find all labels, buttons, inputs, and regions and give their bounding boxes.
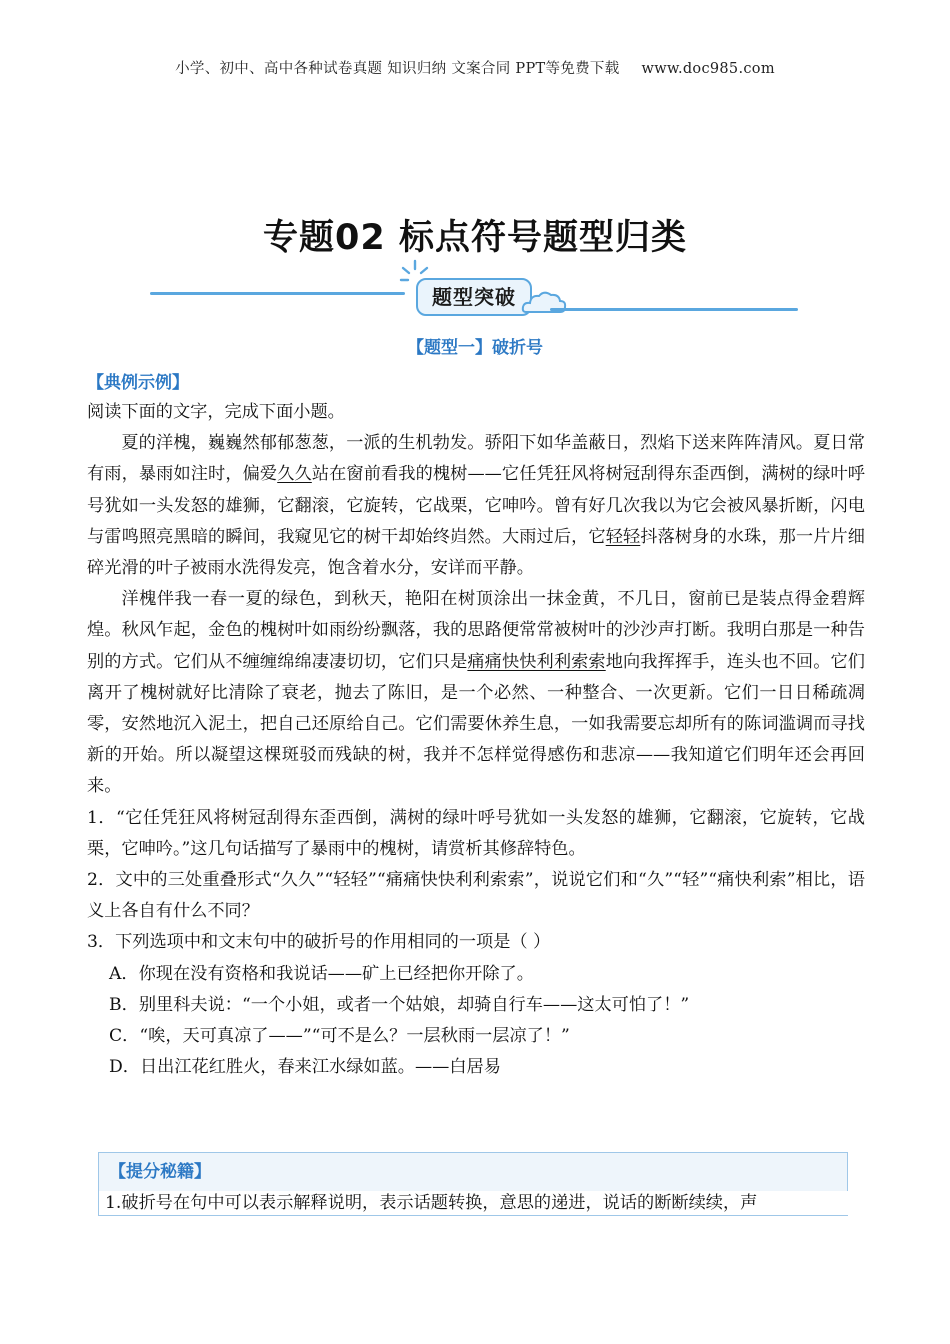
option-b: B．别里科夫说：“一个小姐，或者一个姑娘，却骑自行车——这太可怕了！” — [109, 994, 690, 1015]
passage-paragraph-2 — [87, 584, 865, 802]
example-label: 【典例示例】 — [87, 373, 189, 393]
underlined-word: 痛痛快快利利索索 — [467, 651, 606, 672]
header-text: 小学、初中、高中各种试卷真题 知识归纳 文案合同 PPT等免费下载 — [175, 61, 620, 77]
passage-text: 站在窗前看我的槐树——它任凭狂风将树冠刮得东歪西倒，满树的绿叶呼号犹如一头发怒的雄狮，它翻滚，它旋转，它战栗，它呻吟。曾有好几次我以为它会被风暴折断，闪电与雷鸣照亮黑暗的瞬间，我窥见它的树干却始终岿然。大雨过后，它 — [87, 464, 865, 547]
main-content — [87, 397, 865, 1083]
passage-text: 夏的洋槐，巍巍然郁郁葱葱，一派的生机勃发。骄阳下如华盖蔽日，烈焰下送来阵阵清风。夏日常有雨，暴雨如注时，偏爱 — [87, 433, 865, 485]
banner-line-left — [150, 292, 405, 295]
option-c: C．“唉，天可真凉了——”“可不是么？一层秋雨一层凉了！” — [109, 1026, 570, 1047]
question-2: 2．文中的三处重叠形式“久久”“轻轻”“痛痛快快利利索索”，说说它们和“久”“轻”“痛快利索”相比，语义上各自有什么不同？ — [87, 870, 865, 922]
passage-text: 洋槐伴我一春一夏的绿色，到秋天，艳阳在树顶涂出一抹金黄，不几日，窗前已是装点得金碧辉煌。秋风乍起，金色的槐树叶如雨纷纷飘落，我的思路便常常被树叶的沙沙声打断。我明白那是一种告别的方式。它们从不缠缠绵绵凄凄切切，它们只是 — [87, 589, 865, 672]
passage-text: 地向我挥挥手，连头也不回。它们离开了槐树就好比清除了衰老，抛去了陈旧，是一个必然、一种整合、一次更新。它们一日日稀疏凋零，安然地沉入泥土，把自己还原给自己。它们需要休养生息，一如我需要忘却所有的陈词滥调而寻找新的开始。所以凝望这棵斑驳而残缺的树，我并不怎样觉得感伤和悲凉——我知道它们明年还会再回来。 — [87, 651, 865, 797]
question-1: 1．“它任凭狂风将树冠刮得东歪西倒，满树的绿叶呼号犹如一头发怒的雄狮，它翻滚，它旋转，它战栗，它呻吟。”这几句话描写了暴雨中的槐树，请赏析其修辞特色。 — [87, 807, 865, 859]
cloud-icon — [520, 288, 568, 316]
site-header — [0, 57, 950, 78]
banner-line-right — [550, 308, 798, 311]
passage-text: 抖落树身的水珠，那一片片细碎光滑的叶子被雨水洗得发亮，饱含着水分，安详而平静。 — [87, 526, 865, 579]
banner-tag: 题型突破 — [416, 278, 532, 316]
question-3: 3．下列选项中和文末句中的破折号的作用相同的一项是（ ） — [87, 932, 551, 953]
underlined-word: 轻轻 — [605, 526, 641, 547]
header-site-link[interactable]: www.doc985.com — [641, 61, 775, 77]
option-a: A．你现在没有资格和我说话——矿上已经把你开除了。 — [109, 963, 534, 984]
tip-label: 【提分秘籍】 — [109, 1162, 211, 1182]
type-heading: 【题型一】破折号 — [407, 338, 543, 358]
underlined-word: 久久 — [277, 464, 312, 485]
intro-text: 阅读下面的文字，完成下面小题。 — [87, 402, 345, 422]
passage-paragraph-1 — [87, 428, 865, 584]
section-banner — [150, 258, 800, 318]
tip-text: 1.破折号在句中可以表示解释说明，表示话题转换，意思的递进，说话的断断续续，声 — [99, 1191, 853, 1215]
page-title: 专题02 标点符号题型归类 — [263, 218, 687, 258]
option-d: D．日出江花红胜火，春来江水绿如蓝。——白居易 — [109, 1057, 501, 1078]
tip-box — [98, 1152, 848, 1216]
